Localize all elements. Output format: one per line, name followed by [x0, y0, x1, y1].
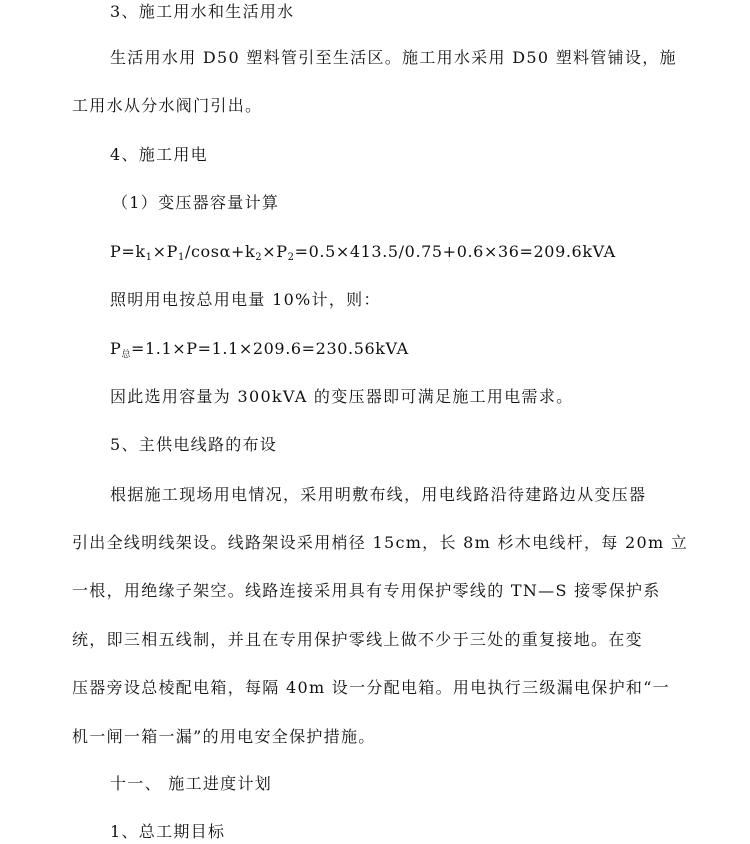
heading-water: 3、施工用水和生活用水 — [110, 2, 295, 21]
heading-power-line: 5、主供电线路的布设 — [110, 435, 278, 454]
heading-schedule: 十一、 施工进度计划 — [110, 774, 273, 793]
power-line-paragraph-line-5: 压器旁设总棱配电箱，每隔 40m 设一分配电箱。用电执行三级漏电保护和“一 — [72, 678, 670, 697]
water-paragraph-line-1: 生活用水用 D50 塑料管引至生活区。施工用水采用 D50 塑料管铺设，施 — [110, 48, 677, 67]
heading-total-duration: 1、总工期目标 — [110, 822, 226, 841]
transformer-conclusion: 因此选用容量为 300kVA 的变压器即可满足施工用电需求。 — [110, 387, 574, 406]
power-line-paragraph-line-6: 机一闸一箱一漏”的用电安全保护措施。 — [72, 727, 376, 746]
water-paragraph-line-2: 工用水从分水阀门引出。 — [72, 96, 263, 115]
power-line-paragraph-line-2: 引出全线明线架设。线路架设采用梢径 15cm，长 8m 杉木电线杆，每 20m 立 — [72, 533, 689, 552]
subheading-transformer: （1）变压器容量计算 — [112, 193, 280, 212]
power-line-paragraph-line-4: 统，即三相五线制，并且在专用保护零线上做不少于三处的重复接地。在变 — [72, 630, 643, 649]
power-line-paragraph-line-3: 一根，用绝缘子架空。线路连接采用具有专用保护零线的 TN—S 接零保护系 — [72, 581, 661, 600]
formula-transformer-capacity: $P=k_1\times P_1/\cos\alpha+k_2\times P_2=0.5\times 413.5/0.75+0.6\times 36=209.6kVA$ — [110, 242, 616, 263]
formula-total-power: $P_总=1.1\times P=1.1\times 209.6=230.56kVA$ — [110, 339, 409, 360]
lighting-note: 照明用电按总用电量 10%计，则： — [110, 290, 381, 309]
heading-electricity: 4、施工用电 — [110, 145, 208, 164]
power-line-paragraph-line-1: 根据施工现场用电情况，采用明敷布线，用电线路沿待建路边从变压器 — [110, 485, 647, 504]
